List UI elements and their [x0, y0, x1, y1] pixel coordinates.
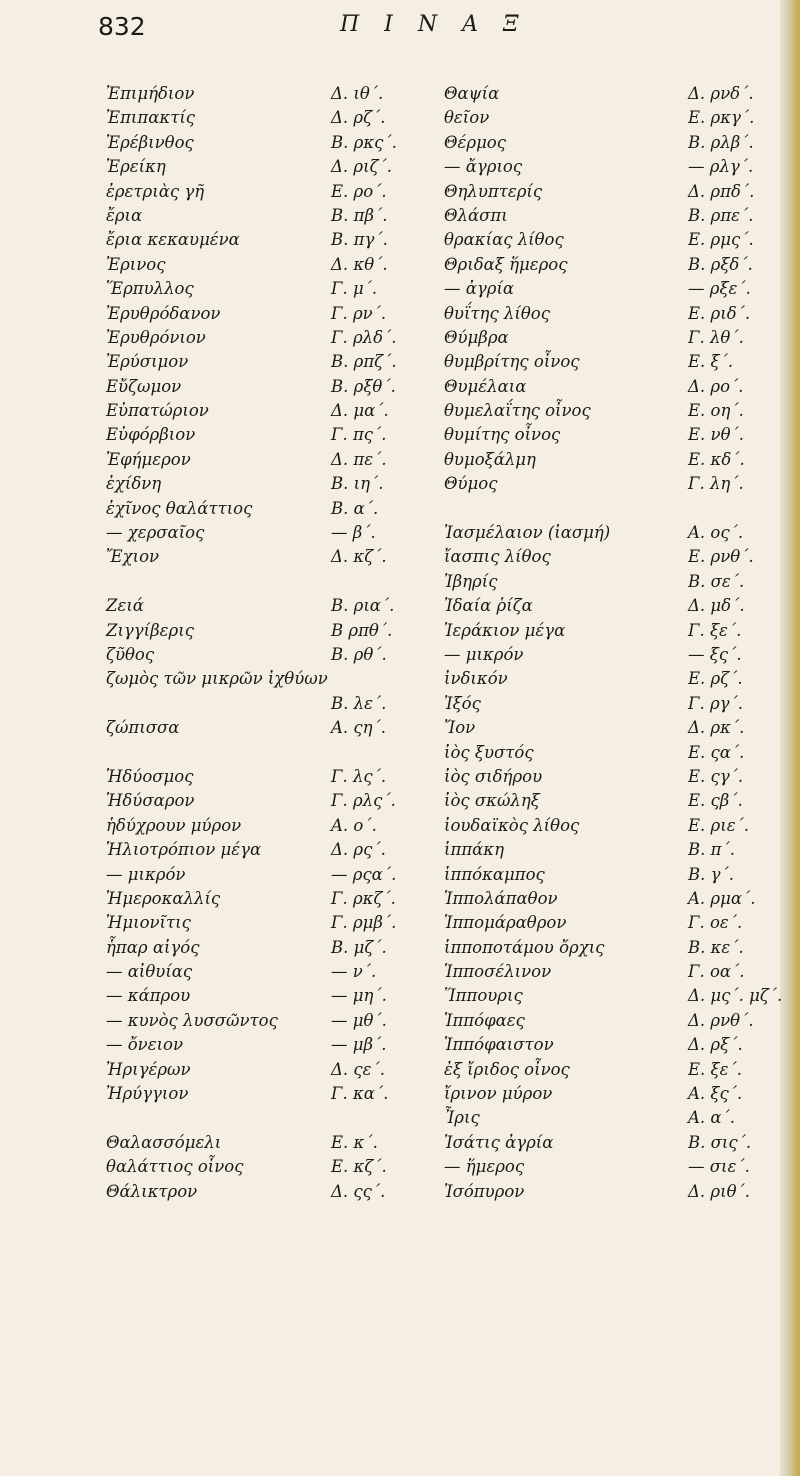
- entry-reference: — μη΄.: [331, 986, 387, 1006]
- entry-term: Ἠρύγγιον: [106, 1084, 189, 1104]
- index-entry: [106, 131, 434, 155]
- entry-term: ἰὸς σιδήρου: [444, 766, 543, 786]
- entry-term: Ἱππόφαες: [444, 1010, 525, 1030]
- entry-term: Ἱππολάπαθον: [444, 888, 558, 908]
- index-entry: [444, 375, 784, 399]
- entry-reference: Α. ο΄.: [331, 815, 377, 835]
- index-entry: [444, 814, 784, 838]
- index-entry: [106, 155, 434, 179]
- entry-term: Θύμος: [444, 474, 498, 494]
- index-entry: [106, 1155, 434, 1179]
- index-entry: [106, 984, 434, 1008]
- entry-reference: Β. κε΄.: [688, 937, 744, 957]
- index-entry: [106, 643, 434, 667]
- entry-term: — ὄνειον: [106, 1035, 183, 1055]
- entry-term: ἱππόκαμπος: [444, 864, 545, 884]
- entry-reference: Δ. μα΄.: [331, 401, 389, 421]
- entry-reference: Γ. ρμβ΄.: [331, 913, 397, 933]
- entry-reference: Β. ρπε΄.: [688, 205, 754, 225]
- index-entry: [444, 350, 784, 374]
- right-index-column: [444, 82, 784, 1204]
- entry-reference: — β΄.: [331, 523, 376, 543]
- index-entry: [106, 1009, 434, 1033]
- entry-reference: Β. πγ΄.: [331, 230, 388, 250]
- entry-reference: Δ. ρπδ΄.: [688, 181, 755, 201]
- entry-term: θυμβρίτης οἶνος: [444, 352, 580, 372]
- index-entry: [444, 204, 784, 228]
- entry-reference: Γ. λς΄.: [331, 766, 387, 786]
- entry-term: Ἰσόπυρον: [444, 1181, 525, 1201]
- entry-term: Ἐρείκη: [106, 157, 166, 177]
- index-entry: [106, 82, 434, 106]
- entry-reference: Ε. ρζ΄.: [688, 669, 743, 689]
- index-entry: [444, 82, 784, 106]
- index-entry: [444, 253, 784, 277]
- entry-term: Ἐρύσιμον: [106, 352, 189, 372]
- index-entry: [444, 570, 784, 594]
- left-index-column: [106, 82, 434, 1204]
- entry-reference: — ρςα΄.: [331, 864, 397, 884]
- index-entry: [444, 741, 784, 765]
- entry-reference: — σιε΄.: [688, 1157, 750, 1177]
- index-entry: [444, 1009, 784, 1033]
- entry-reference: Β. ρξδ΄.: [688, 254, 753, 274]
- entry-term: Ἐπιμήδιον: [106, 84, 195, 103]
- entry-term: Ἱππομάραθρον: [444, 913, 567, 933]
- index-entry: [106, 789, 434, 813]
- index-entry: [106, 765, 434, 789]
- entry-reference: — ν΄.: [331, 962, 377, 982]
- entry-reference: Γ. μ΄.: [331, 279, 378, 299]
- index-entry: [106, 1082, 434, 1106]
- entry-reference: Ε. κ΄.: [331, 1132, 378, 1152]
- entry-reference: Β. ρκς΄.: [331, 132, 397, 152]
- entry-term: Ἡμιονῖτις: [106, 913, 191, 933]
- entry-term: Ἰδαία ῥίζα: [444, 596, 533, 616]
- entry-term: Ἡμεροκαλλίς: [106, 888, 221, 908]
- index-entry: [106, 302, 434, 326]
- index-entry: [444, 1106, 784, 1130]
- entry-reference: Ε. κζ΄.: [331, 1157, 387, 1177]
- entry-reference: — ρλγ΄.: [688, 157, 754, 177]
- entry-term: θυμοξάλμη: [444, 449, 536, 469]
- index-entry: [444, 399, 784, 423]
- index-entry: [106, 277, 434, 301]
- entry-reference: Α. ξς΄.: [688, 1084, 743, 1104]
- entry-reference: Β. πβ΄.: [331, 205, 388, 225]
- entry-term: ἐξ ἴριδος οἶνος: [444, 1059, 570, 1079]
- index-entry: [444, 716, 784, 740]
- index-entry: [106, 716, 434, 740]
- entry-reference: Δ. ρνθ΄.: [688, 1010, 754, 1030]
- entry-term: θυΐτης λίθος: [444, 303, 550, 323]
- index-entry: [106, 228, 434, 252]
- index-entry: [444, 936, 784, 960]
- index-entry: [106, 863, 434, 887]
- entry-reference: Β. ιη΄.: [331, 474, 384, 494]
- entry-reference: Ε. κδ΄.: [688, 449, 745, 469]
- entry-reference: Δ. ιθ΄.: [331, 84, 384, 103]
- entry-reference: Γ. ρκζ΄.: [331, 888, 396, 908]
- entry-term: θρακίας λίθος: [444, 230, 564, 250]
- entry-term: ἔρια κεκαυμένα: [106, 230, 240, 250]
- index-entry: [106, 423, 434, 447]
- entry-reference: Ε. ςα΄.: [688, 742, 745, 762]
- entry-reference: Γ. ρλς΄.: [331, 791, 396, 811]
- entry-reference: Β. ρπζ΄.: [331, 352, 397, 372]
- entry-term: θεῖον: [444, 108, 490, 128]
- entry-term: Ἱεράκιον μέγα: [444, 620, 566, 640]
- index-entry: [444, 131, 784, 155]
- entry-reference: Ε. νθ΄.: [688, 425, 744, 445]
- index-entry: [444, 521, 784, 545]
- index-entry: [106, 1033, 434, 1057]
- index-entry: [106, 570, 434, 594]
- entry-reference: Δ. ρξ΄.: [688, 1035, 743, 1055]
- entry-reference: Γ. ργ΄.: [688, 693, 743, 713]
- entry-term: Ἰβηρίς: [444, 571, 498, 591]
- index-entry: [444, 863, 784, 887]
- entry-reference: Ε. ρνθ΄.: [688, 547, 754, 567]
- entry-term: Ἱπποσέλινον: [444, 962, 552, 982]
- entry-reference: Β. π΄.: [688, 840, 735, 860]
- entry-term: Ἐπιπακτίς: [106, 108, 196, 128]
- entry-reference: Δ. ςε΄.: [331, 1059, 385, 1079]
- entry-term: Ἰασμέλαιον (ἰασμή): [444, 523, 611, 543]
- entry-term: Ἐφήμερον: [106, 449, 191, 469]
- entry-reference: Δ. κζ΄.: [331, 547, 387, 567]
- index-entry: [444, 594, 784, 618]
- index-entry: [444, 984, 784, 1008]
- entry-reference: Β. γ΄.: [688, 864, 734, 884]
- index-entry: [106, 619, 434, 643]
- entry-reference: Β. σις΄.: [688, 1132, 752, 1152]
- entry-term: Θαψία: [444, 84, 500, 103]
- index-entry: [444, 106, 784, 130]
- index-entry: [106, 106, 434, 130]
- entry-reference: — ρξε΄.: [688, 279, 751, 299]
- index-entry: [444, 692, 784, 716]
- entry-term: θυμίτης οἶνος: [444, 425, 561, 445]
- index-entry: [106, 936, 434, 960]
- running-title: Π Ι Ν Α Ξ: [340, 12, 528, 37]
- index-entry: [444, 448, 784, 472]
- index-entry: [106, 472, 434, 496]
- index-entry: [444, 789, 784, 813]
- entry-term: — κάπρου: [106, 986, 191, 1006]
- entry-reference: Ε. ςβ΄.: [688, 791, 743, 811]
- entry-reference: Δ. ρζ΄.: [331, 108, 386, 128]
- entry-reference: Ε. ςγ΄.: [688, 766, 744, 786]
- index-entry: [444, 1155, 784, 1179]
- entry-term: Ἵππουρις: [444, 986, 523, 1006]
- index-entry: [106, 399, 434, 423]
- entry-term: — ἄγριος: [444, 157, 523, 177]
- entry-reference: Β. ρια΄.: [331, 596, 395, 616]
- entry-term: Ἡδύσαρον: [106, 791, 195, 811]
- index-entry: [444, 1058, 784, 1082]
- entry-reference: Α. ρμα΄.: [688, 888, 756, 908]
- entry-term: — ἀγρία: [444, 279, 515, 299]
- entry-term: ἰὸς ξυστός: [444, 742, 534, 762]
- index-entry: [106, 521, 434, 545]
- entry-term: θυμελαΐτης οἶνος: [444, 401, 591, 421]
- entry-reference: Γ. πς΄.: [331, 425, 387, 445]
- entry-reference: Δ. ςς΄.: [331, 1181, 386, 1201]
- entry-term: Εὔζωμον: [106, 376, 182, 396]
- index-entry: [444, 667, 784, 691]
- entry-term: Θλάσπι: [444, 205, 508, 225]
- entry-reference: Γ. λθ΄.: [688, 327, 744, 347]
- index-entry: [444, 302, 784, 326]
- entry-reference: Δ. ρκ΄.: [688, 718, 745, 738]
- entry-term: Ἶρις: [444, 1108, 480, 1128]
- entry-reference: Ε. ρκγ΄.: [688, 108, 755, 128]
- entry-term: — ἥμερος: [444, 1157, 525, 1177]
- entry-term: Θέρμος: [444, 132, 506, 152]
- entry-term: Θυμέλαια: [444, 376, 527, 396]
- entry-term: ζώπισσα: [106, 718, 180, 738]
- entry-reference: Δ. ριθ΄.: [688, 1181, 751, 1201]
- index-entry: [106, 545, 434, 569]
- index-entry: [106, 448, 434, 472]
- entry-term: ἰνδικόν: [444, 669, 508, 689]
- entry-reference: Ε. οη΄.: [688, 401, 744, 421]
- entry-term: ἴασπις λίθος: [444, 547, 551, 567]
- entry-reference: — μθ΄.: [331, 1010, 387, 1030]
- entry-term: — κυνὸς λυσσῶντος: [106, 1010, 278, 1030]
- entry-term: Θριδαξ ἥμερος: [444, 254, 568, 274]
- entry-reference: Δ. ρνδ΄.: [688, 84, 754, 103]
- index-entry: [106, 741, 434, 765]
- entry-reference: Ε. ριδ΄.: [688, 303, 751, 323]
- entry-term: — μικρόν: [444, 644, 524, 664]
- index-entry: [444, 180, 784, 204]
- entry-term: Θαλασσόμελι: [106, 1132, 222, 1152]
- entry-term: Θύμβρα: [444, 327, 509, 347]
- entry-reference: Γ. ρλδ΄.: [331, 327, 397, 347]
- entry-term: Ἐρέβινθος: [106, 132, 194, 152]
- entry-term: Θηλυπτερίς: [444, 181, 543, 201]
- index-entry: [444, 277, 784, 301]
- entry-term: Ἴον: [444, 718, 476, 738]
- index-entry: [106, 960, 434, 984]
- entry-reference: Γ. οα΄.: [688, 962, 745, 982]
- entry-reference: Β. ρξθ΄.: [331, 376, 396, 396]
- entry-term: ἱπποποτάμου ὄρχις: [444, 937, 605, 957]
- entry-term: ἐχίδνη: [106, 474, 162, 494]
- entry-reference: Δ. πε΄.: [331, 449, 387, 469]
- page-header: [0, 6, 800, 42]
- entry-reference: Δ. κθ΄.: [331, 254, 388, 274]
- entry-reference: Α. α΄.: [688, 1108, 736, 1128]
- entry-reference: Β. ρλβ΄.: [688, 132, 754, 152]
- index-entry: [444, 960, 784, 984]
- entry-term: Ἕρπυλλος: [106, 279, 194, 299]
- index-entry: [444, 619, 784, 643]
- entry-reference: Δ. μς΄. μζ΄.: [688, 986, 783, 1006]
- entry-term: ζωμὸς τῶν μικρῶν ἰχθύων: [106, 669, 328, 689]
- entry-term: Θάλικτρον: [106, 1181, 198, 1201]
- index-entry: [106, 253, 434, 277]
- index-entry: [106, 375, 434, 399]
- entry-term: ἴρινον μύρον: [444, 1084, 553, 1104]
- entry-reference: Β. σε΄.: [688, 571, 745, 591]
- index-entry: [106, 887, 434, 911]
- index-entry: [444, 838, 784, 862]
- index-entry: [444, 1082, 784, 1106]
- entry-reference: Β. α΄.: [331, 498, 379, 518]
- entry-term: Εὐπατώριον: [106, 401, 209, 421]
- entry-reference: — μβ΄.: [331, 1035, 387, 1055]
- entry-reference: Β ρπθ΄.: [331, 620, 393, 640]
- index-entry: [106, 1058, 434, 1082]
- index-entry: [106, 911, 434, 935]
- entry-reference: Δ. ρο΄.: [688, 376, 744, 396]
- index-entry: [444, 326, 784, 350]
- index-entry: [444, 497, 784, 521]
- entry-reference: Δ. ρς΄.: [331, 840, 386, 860]
- entry-reference: Γ. λη΄.: [688, 474, 744, 494]
- index-entry: [106, 838, 434, 862]
- entry-reference: Γ. ρν΄.: [331, 303, 387, 323]
- index-entry: [106, 497, 434, 521]
- entry-term: ἧπαρ αἰγός: [106, 937, 200, 957]
- index-entry: [106, 594, 434, 618]
- index-entry: [444, 155, 784, 179]
- index-entry: [106, 1106, 434, 1130]
- entry-reference: Ε. ξε΄.: [688, 1059, 742, 1079]
- index-entry: [444, 1033, 784, 1057]
- entry-term: ἡδύχρουν μύρον: [106, 815, 242, 835]
- entry-reference: Γ. οε΄.: [688, 913, 743, 933]
- index-entry: [106, 326, 434, 350]
- entry-term: Ἰσάτις ἀγρία: [444, 1132, 554, 1152]
- entry-term: — μικρόν: [106, 864, 186, 884]
- index-entry: [106, 180, 434, 204]
- entry-reference: Α. ςη΄.: [331, 718, 387, 738]
- entry-term: ἔρια: [106, 205, 143, 225]
- entry-reference: Α. ος΄.: [688, 523, 744, 543]
- entry-term: Ἐρυθρόδανον: [106, 303, 221, 323]
- entry-term: Ζιγγίβερις: [106, 620, 194, 640]
- entry-term: Εὐφόρβιον: [106, 425, 196, 445]
- entry-reference: Γ. κα΄.: [331, 1084, 389, 1104]
- entry-term: Ἱππόφαιστον: [444, 1035, 554, 1055]
- index-entry: [106, 350, 434, 374]
- entry-term: Ἠριγέρων: [106, 1059, 191, 1079]
- index-entry: [444, 911, 784, 935]
- index-entry: [444, 643, 784, 667]
- index-entry: [444, 765, 784, 789]
- entry-term: ἰὸς σκώληξ: [444, 791, 540, 811]
- index-entry: [444, 423, 784, 447]
- index-entry: [444, 1180, 784, 1204]
- index-entry: [444, 887, 784, 911]
- index-entry: [106, 692, 434, 716]
- index-entry: [106, 814, 434, 838]
- entry-term: ἐρετριὰς γῆ: [106, 181, 205, 201]
- index-entry: [444, 472, 784, 496]
- entry-reference: Β. ρθ΄.: [331, 644, 387, 664]
- entry-reference: — ξς΄.: [688, 644, 742, 664]
- page-number: 832: [98, 12, 146, 41]
- index-entry: [444, 228, 784, 252]
- entry-reference: Ε. ξ΄.: [688, 352, 734, 372]
- entry-reference: Β. μζ΄.: [331, 937, 387, 957]
- entry-reference: Δ. ριζ΄.: [331, 157, 393, 177]
- entry-reference: Δ. μδ΄.: [688, 596, 745, 616]
- entry-term: ζῦθος: [106, 644, 155, 664]
- entry-reference: Ε. ριε΄.: [688, 815, 750, 835]
- entry-term: ἐχῖνος θαλάττιος: [106, 498, 253, 518]
- entry-term: Ζειά: [106, 596, 144, 616]
- entry-reference: Β. λε΄.: [331, 693, 387, 713]
- entry-term: Ἡλιοτρόπιον μέγα: [106, 840, 262, 860]
- index-entry: [106, 204, 434, 228]
- entry-term: Ἐρινος: [106, 254, 166, 274]
- entry-term: ἰουδαϊκὸς λίθος: [444, 815, 580, 835]
- index-entry: [106, 1180, 434, 1204]
- entry-term: — χερσαῖος: [106, 523, 205, 543]
- index-entry: [106, 1131, 434, 1155]
- index-entry: [444, 1131, 784, 1155]
- entry-term: Ἔχιον: [106, 547, 160, 567]
- entry-reference: Γ. ξε΄.: [688, 620, 742, 640]
- entry-term: — αἰθυίας: [106, 962, 193, 982]
- entry-term: ἱππάκη: [444, 840, 505, 860]
- entry-term: θαλάττιος οἶνος: [106, 1157, 244, 1177]
- entry-reference: Ε. ρο΄.: [331, 181, 387, 201]
- index-entry: [106, 667, 434, 691]
- index-entry: [444, 545, 784, 569]
- entry-term: Ἐρυθρόνιον: [106, 327, 206, 347]
- entry-reference: Ε. ρμς΄.: [688, 230, 754, 250]
- entry-term: Ἰξός: [444, 693, 481, 713]
- entry-term: Ἡδύοσμος: [106, 766, 194, 786]
